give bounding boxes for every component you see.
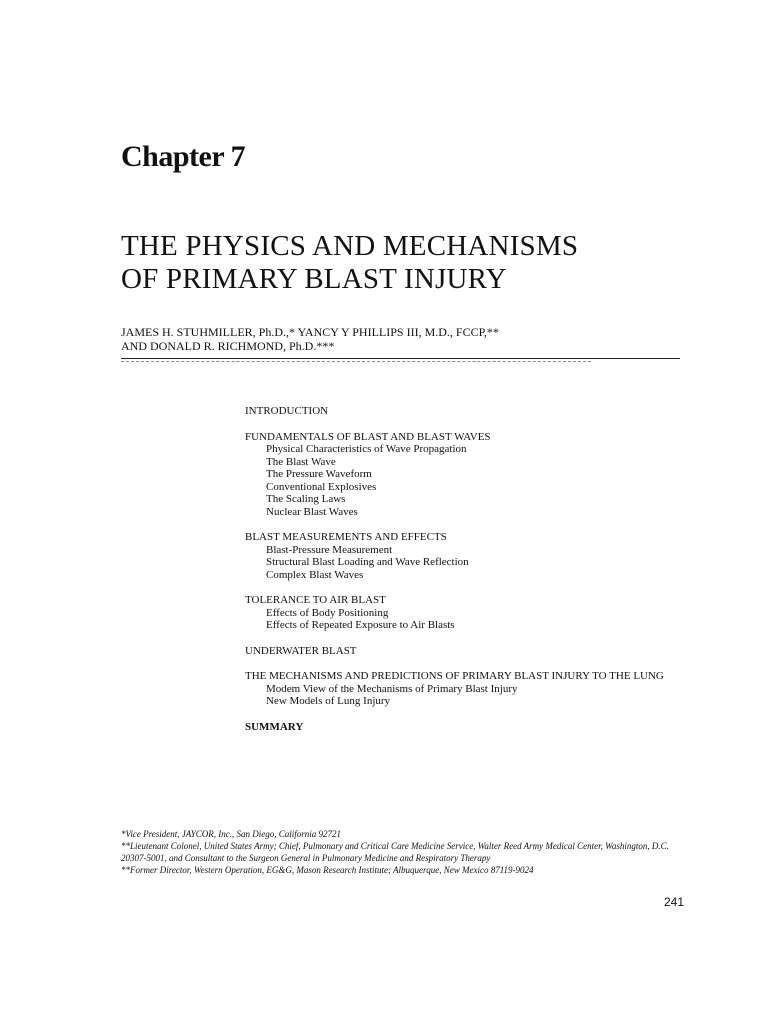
- toc-subitem: Structural Blast Loading and Wave Reflection: [266, 556, 469, 568]
- toc-subitem: The Pressure Waveform: [266, 468, 372, 480]
- chapter-title-line-2: OF PRIMARY BLAST INJURY: [121, 263, 507, 295]
- table-of-contents: [245, 405, 664, 746]
- toc-subitem: Blast-Pressure Measurement: [266, 543, 393, 556]
- toc-section-underwater: [245, 645, 664, 658]
- divider-dashed-rule: [121, 361, 591, 362]
- toc-section-mechanisms: [245, 670, 664, 708]
- toc-section-summary: [245, 721, 664, 734]
- toc-heading: INTRODUCTION: [245, 405, 329, 417]
- footnote-line-3: 20307-5001, and Consultant to the Surgeon General in Pulmonary Medicine and Respiratory Therapy: [121, 853, 491, 863]
- divider-rule: [121, 358, 680, 359]
- toc-subitem: Complex Blast Waves: [266, 568, 364, 581]
- toc-section-tolerance: [245, 594, 664, 632]
- footnotes: [121, 828, 669, 876]
- toc-subitem: Conventional Explosives: [266, 480, 377, 493]
- toc-subitem: The Scaling Laws: [266, 493, 346, 505]
- chapter-title: [121, 230, 578, 296]
- toc-subitem: Effects of Body Positioning: [266, 606, 389, 619]
- toc-heading: UNDERWATER BLAST: [245, 644, 357, 657]
- authors-block: [121, 325, 499, 353]
- toc-subitem: Modem View of the Mechanisms of Primary Blast Injury: [266, 682, 518, 695]
- toc-subitem: Nuclear Blast Waves: [266, 505, 358, 518]
- chapter-heading: Chapter 7: [121, 140, 246, 173]
- chapter-title-line-1: THE PHYSICS AND MECHANISMS: [121, 230, 579, 262]
- toc-subitem: New Models of Lung Injury: [266, 695, 391, 707]
- toc-heading: THE MECHANISMS AND PREDICTIONS OF PRIMARY BLAST INJURY TO THE LUNG: [245, 670, 664, 682]
- toc-heading: SUMMARY: [245, 720, 304, 733]
- toc-heading: TOLERANCE TO AIR BLAST: [245, 594, 386, 606]
- footnote-line-1: *Vice President, JAYCOR, Inc., San Diego, California 92721: [121, 829, 341, 839]
- toc-section-fundamentals: [245, 431, 664, 519]
- footnote-line-2: **Lieutenant Colonel, United States Army; Chief, Pulmonary and Critical Care Medicine Service, Walter Reed Army Medical Center, Washington, D.C.: [121, 841, 669, 851]
- toc-section-measurements: [245, 531, 664, 581]
- toc-heading: FUNDAMENTALS OF BLAST AND BLAST WAVES: [245, 430, 491, 443]
- toc-subitem: The Blast Wave: [266, 455, 336, 468]
- footnote-line-4: **Former Director, Western Operation, EG&G, Mason Research Institute; Albuquerque, New Mexico 87119-9024: [121, 865, 534, 875]
- authors-line-2: AND DONALD R. RICHMOND, Ph.D.***: [121, 339, 335, 353]
- toc-heading: BLAST MEASUREMENTS AND EFFECTS: [245, 531, 447, 543]
- toc-subitem: Effects of Repeated Exposure to Air Blasts: [266, 619, 455, 631]
- page-number: 241: [664, 895, 685, 909]
- toc-subitem: Physical Characteristics of Wave Propagation: [266, 443, 467, 455]
- authors-line-1: JAMES H. STUHMILLER, Ph.D.,* YANCY Y PHILLIPS III, M.D., FCCP,**: [121, 325, 499, 339]
- toc-section-introduction: [245, 405, 664, 418]
